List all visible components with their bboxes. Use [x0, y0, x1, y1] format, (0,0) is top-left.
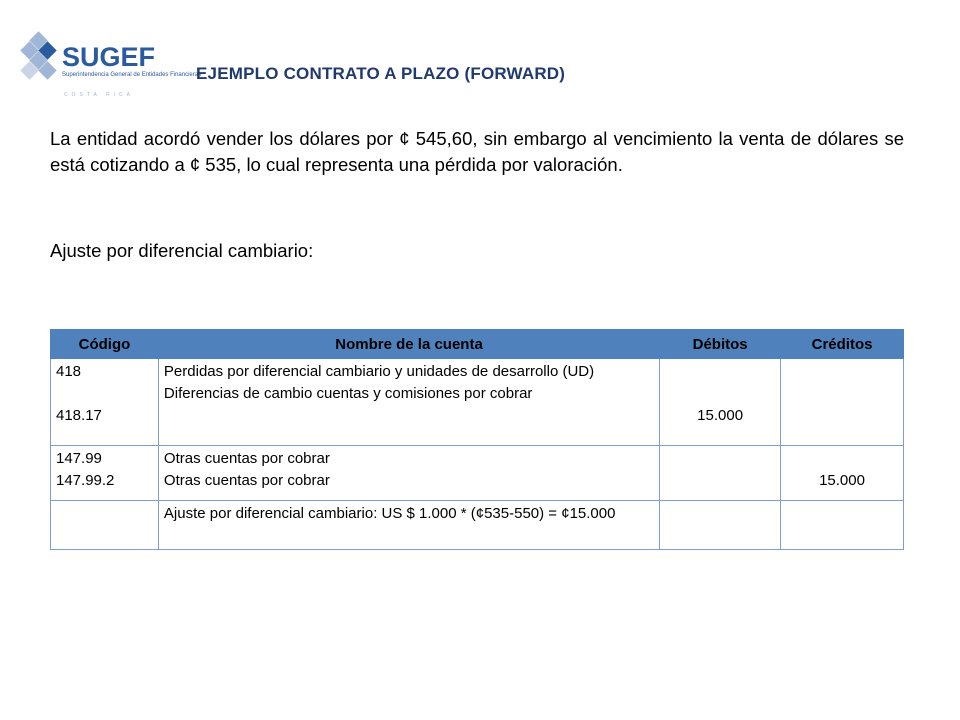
code-cell	[51, 501, 159, 550]
account-name: Otras cuentas por cobrar	[163, 472, 330, 489]
account-name-cell	[158, 359, 659, 446]
journal-entry-table	[50, 329, 904, 550]
table-row	[51, 359, 904, 446]
header-nombre-cuenta: Nombre de la cuenta	[158, 330, 659, 359]
table-header-row	[51, 330, 904, 359]
account-name-cell	[158, 501, 659, 550]
debit-cell	[660, 501, 781, 550]
logo-wordmark: SUGEF	[62, 42, 156, 72]
logo-subtext: Superintendencia General de Entidades Financieras	[62, 72, 202, 78]
table-row	[51, 446, 904, 501]
logo-diamond-mark	[20, 31, 56, 79]
header-debitos: Débitos	[660, 330, 781, 359]
account-name: Perdidas por diferencial cambiario y unidades de desarrollo (UD)	[163, 363, 595, 380]
debit-cell	[660, 359, 781, 446]
table-row	[51, 501, 904, 550]
debit-cell	[660, 446, 781, 501]
code-cell	[51, 359, 159, 446]
credit-amount: 15.000	[819, 472, 865, 489]
credit-cell	[781, 446, 904, 501]
section-subheading: Ajuste por diferencial cambiario:	[50, 240, 314, 261]
adjustment-note: Ajuste por diferencial cambiario: US $ 1.000 * (¢535-550) = ¢15.000	[163, 505, 616, 522]
credit-cell	[781, 501, 904, 550]
header-codigo: Código	[51, 330, 159, 359]
account-name-cell	[158, 446, 659, 501]
account-name: Otras cuentas por cobrar	[163, 450, 330, 467]
account-name: Diferencias de cambio cuentas y comisiones por cobrar	[163, 385, 533, 402]
debit-amount: 15.000	[697, 407, 744, 424]
body-paragraph: La entidad acordó vender los dólares por ¢ 545,60, sin embargo al vencimiento la venta de dólares se está cotizando a ¢ 535, lo cual representa una pérdida por valoración.	[50, 128, 904, 175]
code-cell	[51, 446, 159, 501]
account-code: 418	[56, 363, 82, 380]
account-code: 418.17	[56, 407, 102, 424]
account-code: 147.99.2	[56, 472, 115, 489]
page-title: EJEMPLO CONTRATO A PLAZO (FORWARD)	[196, 64, 566, 83]
logo-tagline: COSTA RICA	[64, 92, 134, 98]
account-code: 147.99	[56, 450, 102, 467]
credit-cell	[781, 359, 904, 446]
sugef-logo	[20, 30, 202, 102]
header-creditos: Créditos	[781, 330, 904, 359]
